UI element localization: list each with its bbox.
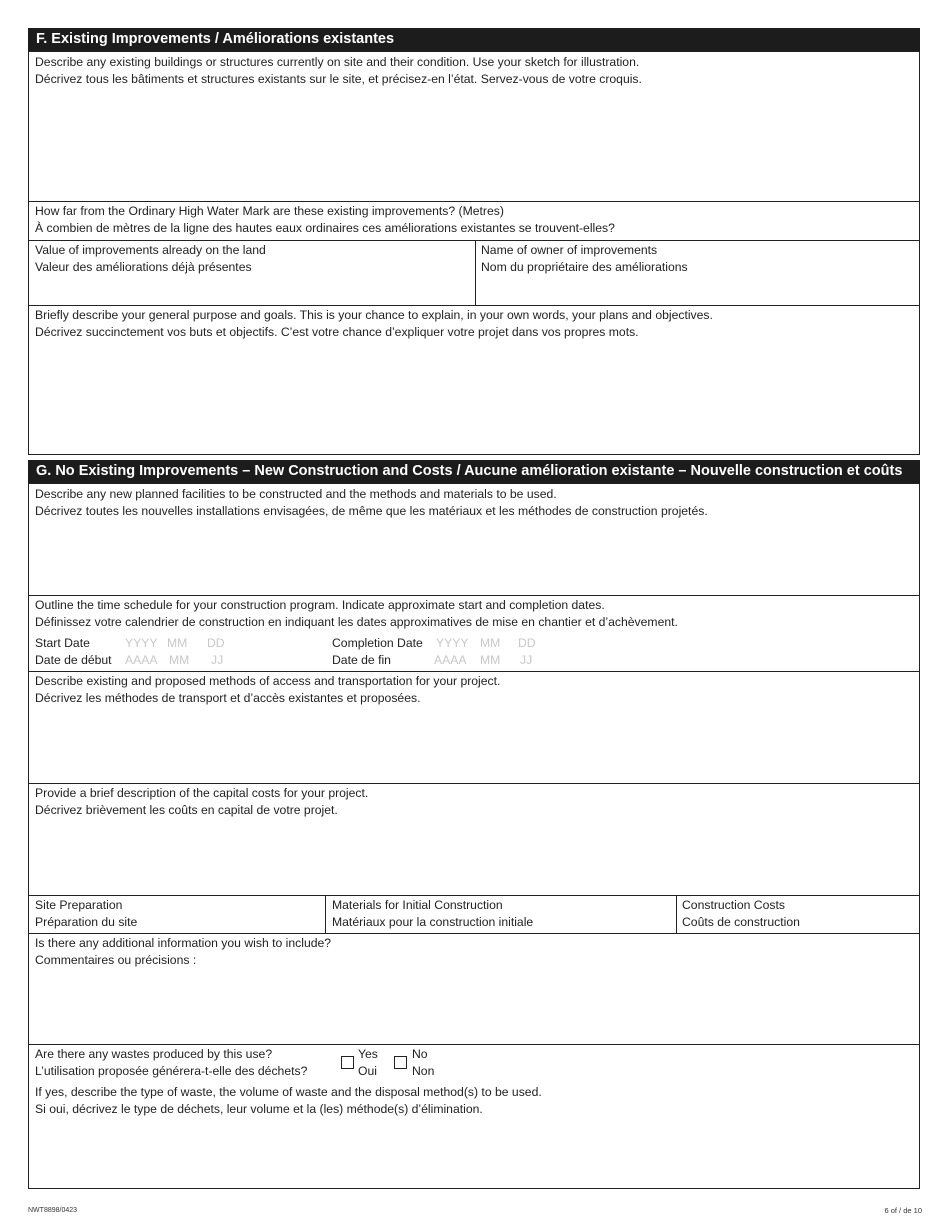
new-facilities-label-fr: Décrivez toutes les nouvelles installations envisagées, de même que les matériaux et les méthodes de construction projetés. — [35, 503, 708, 518]
completion-date-field[interactable] — [332, 635, 536, 652]
high-water-distance-field[interactable] — [29, 203, 919, 240]
completion-date-year-placeholder: YYYY — [436, 636, 469, 650]
existing-structures-label-fr: Décrivez tous les bâtiments et structures existants sur le site, et précisez-en l’état. Servez-vous de votre croquis. — [35, 71, 642, 86]
access-transport-label-fr: Décrivez les méthodes de transport et d’accès existantes et proposées. — [35, 690, 421, 705]
wastes-yes-label-en: Yes — [358, 1047, 378, 1061]
capital-costs-label-en: Provide a brief description of the capital costs for your project. — [35, 786, 369, 800]
initial-materials-label-fr: Matériaux pour la construction initiale — [332, 914, 534, 929]
divider — [28, 671, 920, 672]
construction-costs-label-en: Construction Costs — [682, 898, 785, 912]
divider — [28, 783, 920, 784]
site-preparation-field[interactable] — [29, 897, 325, 933]
divider — [28, 1044, 920, 1045]
divider — [28, 201, 920, 202]
improvements-value-label-fr: Valeur des améliorations déjà présentes — [35, 259, 252, 274]
schedule-label-en: Outline the time schedule for your construction program. Indicate approximate start and completion dates. — [35, 598, 605, 612]
construction-costs-field[interactable] — [676, 897, 919, 933]
divider — [28, 305, 920, 306]
completion-date-label-en: Completion Date — [332, 636, 423, 650]
additional-info-field[interactable] — [29, 935, 919, 1044]
completion-date-day-placeholder-fr: JJ — [520, 653, 533, 667]
new-facilities-field[interactable] — [29, 486, 919, 595]
wastes-question-label-en: Are there any wastes produced by this use? — [35, 1047, 273, 1061]
divider — [28, 895, 920, 896]
wastes-question-label-fr: L’utilisation proposée générera-t-elle des déchets? — [35, 1063, 308, 1078]
additional-info-label-en: Is there any additional information you wish to include? — [35, 936, 332, 950]
start-date-label-en: Start Date — [35, 636, 90, 650]
start-date-field-fr[interactable] — [35, 652, 223, 669]
divider — [28, 595, 920, 596]
improvements-value-label-en: Value of improvements already on the land — [35, 243, 266, 257]
wastes-question — [29, 1046, 349, 1082]
start-date-field[interactable] — [35, 635, 225, 652]
access-transport-field[interactable] — [29, 673, 919, 783]
start-date-day-placeholder-fr: JJ — [211, 653, 224, 667]
form-number: NWT8898/0423 — [28, 1207, 78, 1214]
purpose-goals-field[interactable] — [29, 307, 919, 454]
construction-costs-label-fr: Coûts de construction — [682, 914, 800, 929]
wastes-no-label — [406, 1046, 456, 1082]
new-facilities-label-en: Describe any new planned facilities to be constructed and the methods and materials to be used. — [35, 487, 557, 501]
divider — [28, 933, 920, 934]
purpose-goals-label-en: Briefly describe your general purpose and goals. This is your chance to explain, in your own words, your plans and objectives. — [35, 308, 713, 322]
wastes-no-label-en: No — [412, 1047, 428, 1061]
start-date-month-placeholder: MM — [167, 636, 188, 650]
improvements-value-field[interactable] — [29, 242, 475, 305]
improvements-owner-label-fr: Nom du propriétaire des améliorations — [481, 259, 688, 274]
improvements-owner-field[interactable] — [475, 242, 919, 305]
high-water-distance-label-en: How far from the Ordinary High Water Mark are these existing improvements? (Metres) — [35, 204, 504, 218]
section-f-header: F. Existing Improvements / Améliorations existantes — [28, 28, 920, 51]
waste-description-label-en: If yes, describe the type of waste, the volume of waste and the disposal method(s) to be used. — [35, 1085, 542, 1099]
improvements-owner-label-en: Name of owner of improvements — [481, 243, 658, 257]
high-water-distance-label-fr: À combien de mètres de la ligne des hautes eaux ordinaires ces améliorations existantes se trouvent-elles? — [35, 220, 615, 235]
existing-structures-label-en: Describe any existing buildings or structures currently on site and their condition. Use your sketch for illustration. — [35, 55, 640, 69]
existing-structures-field[interactable] — [29, 54, 919, 201]
site-preparation-label-fr: Préparation du site — [35, 914, 138, 929]
divider — [28, 240, 920, 241]
completion-date-month-placeholder-fr: MM — [480, 653, 501, 667]
completion-date-day-placeholder: DD — [518, 636, 536, 650]
completion-date-month-placeholder: MM — [480, 636, 501, 650]
start-date-year-placeholder: YYYY — [125, 636, 158, 650]
schedule-label-fr: Définissez votre calendrier de construction en indiquant les dates approximatives de mise en chantier et d’achèvement. — [35, 614, 678, 629]
capital-costs-field[interactable] — [29, 785, 919, 895]
section-g-header: G. No Existing Improvements – New Construction and Costs / Aucune amélioration existante – Nouvelle construction et coûts — [28, 460, 920, 483]
waste-description-field[interactable] — [29, 1084, 919, 1188]
wastes-no-label-fr: Non — [412, 1063, 435, 1078]
start-date-month-placeholder-fr: MM — [169, 653, 190, 667]
initial-materials-label-en: Materials for Initial Construction — [332, 898, 503, 912]
site-preparation-label-en: Site Preparation — [35, 898, 123, 912]
initial-materials-field[interactable] — [326, 897, 676, 933]
completion-date-year-placeholder-fr: AAAA — [434, 653, 467, 667]
page-number: 6 of / de 10 — [884, 1206, 922, 1215]
completion-date-label-fr: Date de fin — [332, 653, 391, 667]
completion-date-field-fr[interactable] — [332, 652, 532, 669]
start-date-label-fr: Date de début — [35, 653, 112, 667]
schedule-field — [29, 597, 919, 633]
purpose-goals-label-fr: Décrivez succinctement vos buts et objectifs. C’est votre chance d’expliquer votre projet dans vos propres mots. — [35, 324, 639, 339]
wastes-yes-label-fr: Oui — [358, 1063, 377, 1078]
start-date-day-placeholder: DD — [207, 636, 225, 650]
additional-info-label-fr: Commentaires ou précisions : — [35, 952, 197, 967]
waste-description-label-fr: Si oui, décrivez le type de déchets, leur volume et la (les) méthode(s) d’élimination. — [35, 1101, 483, 1116]
access-transport-label-en: Describe existing and proposed methods of access and transportation for your project. — [35, 674, 501, 688]
capital-costs-label-fr: Décrivez brièvement les coûts en capital de votre projet. — [35, 802, 338, 817]
start-date-year-placeholder-fr: AAAA — [125, 653, 158, 667]
